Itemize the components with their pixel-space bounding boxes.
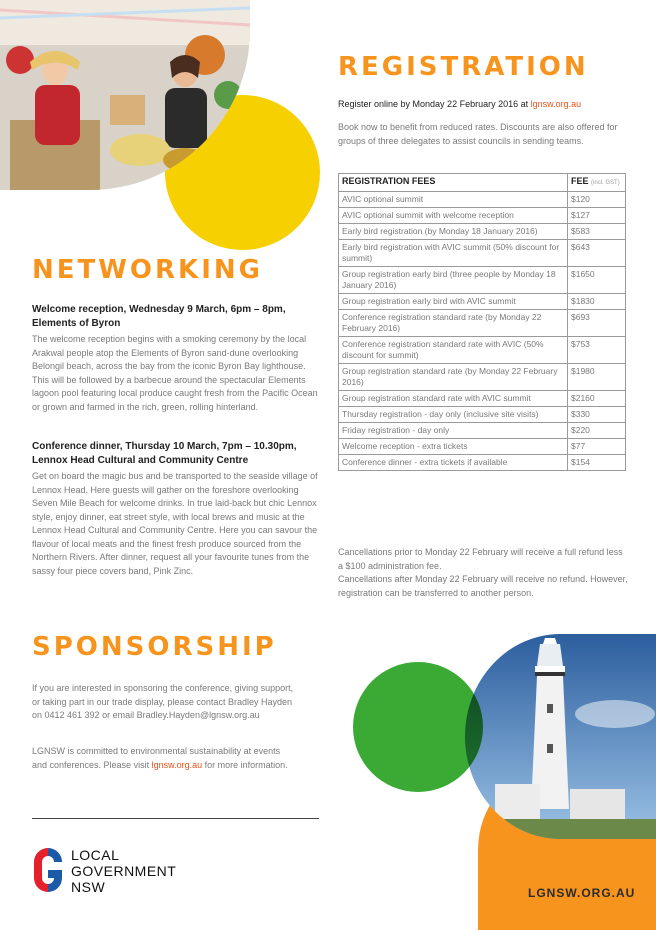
fee-label: Friday registration - day only: [339, 423, 568, 439]
registration-fees-table-wrapper: [338, 173, 626, 471]
footer-url[interactable]: LGNSW.ORG.AU: [528, 886, 636, 900]
fee-amount: $1980: [568, 364, 626, 391]
sponsorship-title: SPONSORSHIP: [32, 632, 277, 662]
table-header-fees: REGISTRATION FEES: [339, 174, 568, 192]
logo-line-2: GOVERNMENT: [71, 863, 177, 879]
registration-intro: Book now to benefit from reduced rates. Discounts are also offered for groups of three delegates to assist councils in sending teams.: [338, 122, 618, 146]
table-row: [339, 455, 626, 471]
fee-label: Conference registration standard rate (by Monday 22 February 2016): [339, 310, 568, 337]
table-row: [339, 407, 626, 423]
fee-label: Early bird registration (by Monday 18 January 2016): [339, 224, 568, 240]
welcome-reception-heading: Welcome reception, Wednesday 9 March, 6pm – 8pm, Elements of Byron: [32, 304, 286, 329]
networking-title: NETWORKING: [32, 255, 263, 285]
table-row: [339, 439, 626, 455]
table-row: [339, 337, 626, 364]
table-row: [339, 391, 626, 407]
table-row: [339, 208, 626, 224]
table-row: [339, 192, 626, 208]
fee-label: Early bird registration with AVIC summit (50% discount for summit): [339, 240, 568, 267]
cancellation-policy-2: Cancellations after Monday 22 February will receive no refund. However, registration can be transferred to another person.: [338, 574, 628, 598]
conference-dinner-heading: Conference dinner, Thursday 10 March, 7pm – 10.30pm, Lennox Head Cultural and Community Centre: [32, 441, 297, 466]
table-row: [339, 267, 626, 294]
table-row: [339, 423, 626, 439]
fee-label: Conference registration standard rate with AVIC (50% discount for summit): [339, 337, 568, 364]
fee-amount: $77: [568, 439, 626, 455]
fee-label: Group registration standard rate (by Monday 22 February 2016): [339, 364, 568, 391]
sponsorship-text: If you are interested in sponsoring the conference, giving support, or taking part in our trade display, please contact Bradley Hayden on 0412 461 392 or email Bradley.Hayden@lgnsw.org.au: [32, 683, 294, 720]
green-circle-decoration: [353, 662, 483, 792]
fee-amount: $753: [568, 337, 626, 364]
fee-amount: $154: [568, 455, 626, 471]
table-row: [339, 294, 626, 310]
table-row: [339, 364, 626, 391]
fee-label: Thursday registration - day only (inclusive site visits): [339, 407, 568, 423]
lgnsw-logo-icon: [32, 846, 64, 899]
fee-amount: $693: [568, 310, 626, 337]
table-row: [339, 310, 626, 337]
table-header-fee-note: (incl. GST): [591, 180, 620, 186]
fee-label: Group registration early bird with AVIC summit: [339, 294, 568, 310]
table-header-fee: [568, 174, 626, 192]
sustainability-text: [32, 745, 297, 772]
fee-amount: $120: [568, 192, 626, 208]
cancellation-policy-1: Cancellations prior to Monday 22 February will receive a full refund less a $100 administration fee.: [338, 547, 623, 571]
divider: [32, 818, 319, 819]
fee-amount: $2160: [568, 391, 626, 407]
fee-amount: $1650: [568, 267, 626, 294]
registration-title: REGISTRATION: [338, 52, 589, 82]
fee-label: Group registration standard rate with AVIC summit: [339, 391, 568, 407]
fee-label: AVIC optional summit with welcome reception: [339, 208, 568, 224]
register-link[interactable]: lgnsw.org.au: [530, 99, 582, 109]
fee-amount: $1830: [568, 294, 626, 310]
fee-amount: $643: [568, 240, 626, 267]
sustainability-text-tail: for more information.: [202, 759, 288, 770]
fee-amount: $220: [568, 423, 626, 439]
fee-amount: $583: [568, 224, 626, 240]
conference-dinner-text: Get on board the magic bus and be transported to the seaside village of Lennox Head. Here guests will gather on the foreshore overlooking Seven Mile Beach for welcome drinks. In true laid-back but chic Lennox style, enjoy dinner, eat street style, with local brews and music at the Lennox Head Cultural and Community Centre. Here you can savour the flavour of local meats and the finest fresh produce sourced from the Northern Rivers. After dinner, request all your favourite tunes from the sassy four piece covers band, Pink Zinc.: [32, 471, 318, 576]
sustainability-text-main: LGNSW is committed to environmental sustainability at events and conferences. Please visit: [32, 746, 281, 770]
table-row: [339, 224, 626, 240]
fee-label: AVIC optional summit: [339, 192, 568, 208]
registration-fees-table: [338, 173, 626, 471]
fee-label: Group registration early bird (three people by Monday 18 January 2016): [339, 267, 568, 294]
sustainability-link[interactable]: lgnsw.org.au: [151, 759, 203, 770]
table-header-fee-label: FEE: [571, 176, 589, 186]
fee-label: Conference dinner - extra tickets if available: [339, 455, 568, 471]
lighthouse-photo: [465, 634, 656, 839]
table-header-row: [339, 174, 626, 192]
fee-amount: $330: [568, 407, 626, 423]
fee-amount: $127: [568, 208, 626, 224]
logo-line-3: NSW: [71, 879, 106, 895]
fee-label: Welcome reception - extra tickets: [339, 439, 568, 455]
welcome-reception-text: The welcome reception begins with a smoking ceremony by the local Arakwal people atop the Elements of Byron sand-dune overlooking Belongil beach, across the bay from the iconic Byron Bay lighthouse. This will be followed by a barbecue around the spectacular Elements lagoon pool featuring local produce caught fresh from the Pacific Ocean or grown and farmed in the rich, green, rolling hinterland.: [32, 334, 318, 412]
lgnsw-logo-text: [71, 847, 176, 895]
table-row: [339, 240, 626, 267]
register-online-text: Register online by Monday 22 February 2016 at: [338, 99, 531, 109]
logo-line-1: LOCAL: [71, 847, 120, 863]
register-online-line: [338, 99, 638, 109]
